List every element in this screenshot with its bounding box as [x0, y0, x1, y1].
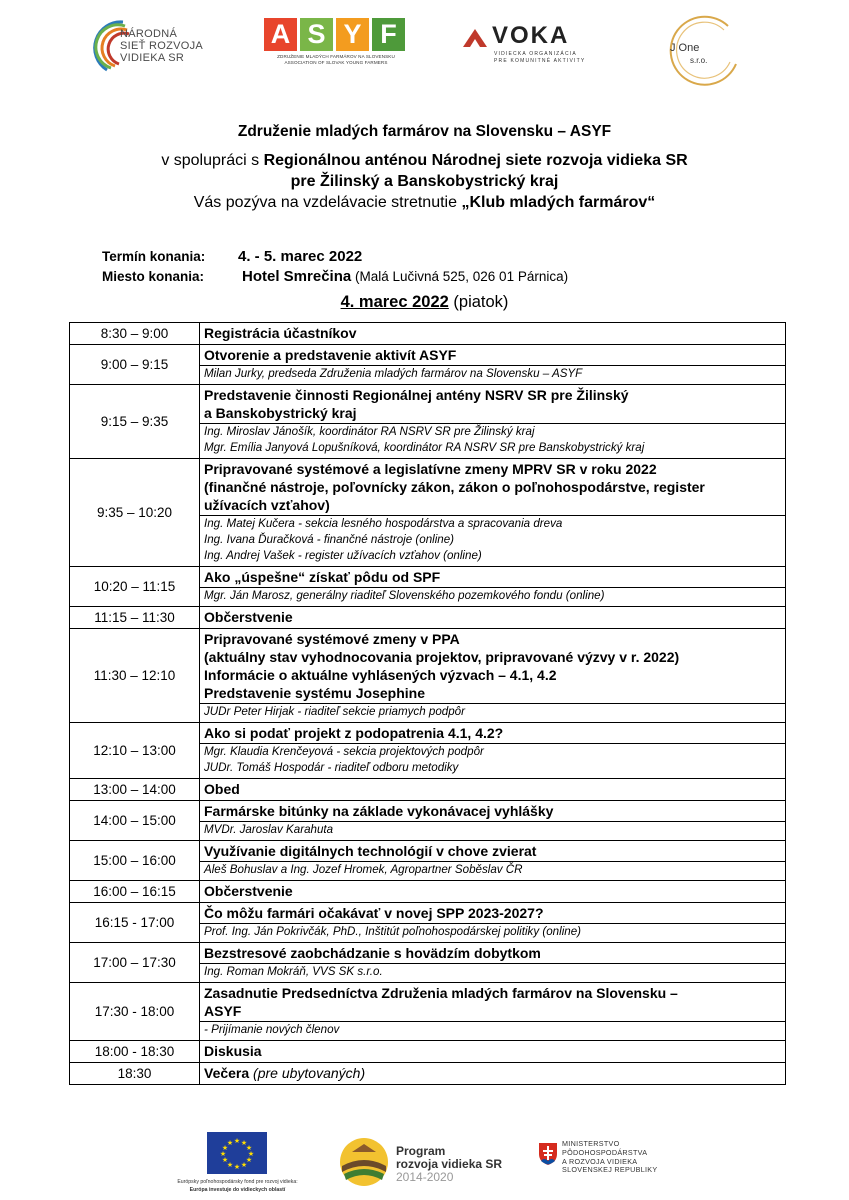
agenda-topic-line — [204, 666, 781, 684]
agenda-row — [70, 323, 786, 345]
svg-text:★: ★ — [221, 1144, 229, 1152]
agenda-content — [200, 385, 786, 459]
eu-caption: Európa investuje do vidieckych oblastí — [189, 1187, 286, 1193]
agenda-row — [70, 801, 786, 841]
prv-years: 2014-2020 — [396, 1170, 454, 1184]
svg-text:★: ★ — [226, 1139, 234, 1147]
agenda-row — [70, 607, 786, 629]
jone-sub: s.r.o. — [690, 56, 708, 65]
voka-roof-icon — [462, 26, 488, 48]
agenda-time: 16:15 - 17:00 — [70, 903, 200, 943]
nsrv-line: VIDIEKA SR — [120, 52, 185, 64]
ministry-line: MINISTERSTVO — [562, 1139, 620, 1148]
agenda-row — [70, 567, 786, 607]
agenda-speakers — [200, 861, 785, 878]
agenda-topic-line — [204, 842, 781, 860]
eu-flag-icon — [207, 1132, 267, 1174]
agenda-content — [200, 607, 786, 629]
agenda-time: 12:10 – 13:00 — [70, 723, 200, 779]
agenda-speaker: Mgr. Emília Janyová Lopušníková, koordinátor RA NSRV SR pre Banskobystrický kraj — [204, 441, 645, 454]
place-label: Miesto konania: — [102, 269, 205, 284]
invitation-text — [0, 150, 849, 213]
nsrv-line: SIEŤ ROZVOJA — [120, 40, 204, 52]
voka-name: VOKA — [492, 22, 570, 49]
prv-logo — [338, 1136, 528, 1196]
header-logos — [0, 12, 849, 92]
date-value: 4. - 5. marec 2022 — [238, 248, 363, 265]
agenda-topic-line — [204, 478, 781, 496]
agenda-speakers — [200, 365, 785, 382]
agenda-time: 10:20 – 11:15 — [70, 567, 200, 607]
agenda-topic-text: užívacích vzťahov) — [204, 497, 330, 513]
agenda-speakers — [200, 703, 785, 720]
agenda-row — [70, 345, 786, 385]
agenda-topic — [204, 324, 781, 342]
eu-logo — [150, 1132, 325, 1200]
agenda-topic-text: a Banskobystrický kraj — [204, 405, 357, 421]
event-date-row — [102, 248, 362, 265]
slovak-coat-of-arms-icon — [538, 1142, 558, 1166]
agenda-speakers — [200, 423, 785, 456]
agenda-topic-line — [204, 684, 781, 702]
place-address: (Malá Lučivná 525, 026 01 Párnica) — [351, 269, 569, 284]
day-name: (piatok) — [448, 293, 509, 311]
agenda-topic-line — [204, 1042, 781, 1060]
agenda-topic — [204, 780, 781, 798]
svg-text:★: ★ — [240, 1161, 248, 1169]
agenda-topic-text: Obed — [204, 781, 240, 797]
nsrv-logo — [93, 14, 228, 84]
day-heading — [0, 293, 849, 312]
agenda-topic-text: Bezstresové zaobchádzanie s hovädzím dobytkom — [204, 945, 541, 961]
agenda-time: 11:30 – 12:10 — [70, 629, 200, 723]
agenda-topic — [204, 346, 781, 364]
agenda-time: 8:30 – 9:00 — [70, 323, 200, 345]
agenda-topic-line — [204, 496, 781, 514]
agenda-topic-line — [204, 324, 781, 342]
invitation-line-1 — [0, 150, 849, 171]
agenda-topic-line — [204, 568, 781, 586]
agenda-topic-line — [204, 608, 781, 626]
agenda-speaker: JUDr. Tomáš Hospodár - riaditeľ odboru metodiky — [204, 761, 459, 774]
agenda-content — [200, 779, 786, 801]
voka-subtitle: VIDIECKA ORGANIZÁCIA — [494, 51, 577, 57]
svg-text:★: ★ — [240, 1139, 248, 1147]
agenda-time: 13:00 – 14:00 — [70, 779, 200, 801]
agenda-topic-text: Registrácia účastníkov — [204, 325, 357, 341]
agenda-topic-line — [204, 460, 781, 478]
agenda-topic-text: Pripravované systémové a legislatívne zmeny MPRV SR v roku 2022 — [204, 461, 657, 477]
agenda-speaker: JUDr Peter Hirjak - riaditeľ sekcie priamych podpôr — [204, 705, 465, 718]
agenda-time: 17:00 – 17:30 — [70, 943, 200, 983]
jone-name: J One — [670, 42, 700, 54]
agenda-time: 18:00 - 18:30 — [70, 1041, 200, 1063]
agenda-topic — [204, 842, 781, 860]
agenda-speaker: Ing. Andrej Vašek - register užívacích vzťahov (online) — [204, 549, 482, 562]
agenda-content — [200, 323, 786, 345]
agenda-content — [200, 1041, 786, 1063]
agenda-topic-text: ASYF — [204, 1003, 242, 1019]
svg-text:★: ★ — [226, 1161, 234, 1169]
prv-line: rozvoja vidieka SR — [396, 1157, 503, 1171]
svg-text:★: ★ — [247, 1150, 255, 1158]
agenda-topic — [204, 904, 781, 922]
agenda-row — [70, 779, 786, 801]
voka-logo — [462, 22, 602, 72]
agenda-speaker: Milan Jurky, predseda Združenia mladých farmárov na Slovensku – ASYF — [204, 367, 583, 380]
agenda-topic-text: Predstavenie systému Josephine — [204, 685, 425, 701]
page-title: Združenie mladých farmárov na Slovensku – ASYF — [237, 123, 612, 140]
agenda-topic-line — [204, 724, 781, 742]
agenda-topic — [204, 460, 781, 514]
agenda-content — [200, 903, 786, 943]
agenda-content — [200, 459, 786, 567]
invitation-line-3 — [0, 192, 849, 213]
agenda-speaker: Ing. Miroslav Jánošík, koordinátor RA NSRV SR pre Žilinský kraj — [204, 425, 535, 438]
agenda-topic-line — [204, 404, 781, 422]
agenda-row — [70, 723, 786, 779]
agenda-topic-line — [204, 944, 781, 962]
date-label: Termín konania: — [102, 249, 206, 264]
nsrv-line: NÁRODNÁ — [120, 28, 178, 40]
day-date: 4. marec 2022 — [340, 293, 449, 311]
agenda-speaker: Mgr. Klaudia Krenčeyová - sekcia projektových podpôr — [204, 745, 484, 758]
agenda-speakers — [200, 743, 785, 776]
agenda-topic-line — [204, 984, 781, 1002]
eu-caption: Európsky poľnohospodársky fond pre rozvoj vidieka: — [177, 1179, 298, 1185]
agenda-topic-line — [204, 386, 781, 404]
agenda-topic-text: Predstavenie činnosti Regionálnej antény NSRV SR pre Žilinský — [204, 387, 629, 403]
agenda-topic — [204, 608, 781, 626]
agenda-topic-text: Občerstvenie — [204, 609, 293, 625]
agenda-speaker: Ing. Ivana Ďuračková - finančné nástroje (online) — [204, 533, 455, 546]
ministry-line: SLOVENSKEJ REPUBLIKY — [562, 1165, 658, 1175]
agenda-topic-text: Večera — [204, 1065, 250, 1081]
invitation-prefix: v spolupráci s — [161, 152, 264, 169]
agenda-table — [69, 322, 786, 1085]
agenda-speakers — [200, 821, 785, 838]
agenda-topic-text: Otvorenie a predstavenie aktivít ASYF — [204, 347, 457, 363]
agenda-topic — [204, 568, 781, 586]
ministry-line: PÔDOHOSPODÁRSTVA — [562, 1147, 648, 1157]
ministry-line: A ROZVOJA VIDIEKA — [562, 1156, 638, 1166]
agenda-speaker: Aleš Bohuslav a Ing. Jozef Hromek, Agropartner Soběslav ČR — [204, 863, 523, 876]
agenda-topic-text: Ako si podať projekt z podopatrenia 4.1, 4.2? — [204, 725, 504, 741]
region-name: pre Žilinský a Banskobystrický kraj — [290, 173, 559, 190]
agenda-speaker: MVDr. Jaroslav Karahuta — [204, 823, 334, 836]
agenda-content — [200, 841, 786, 881]
agenda-row — [70, 1041, 786, 1063]
agenda-topic-text: Čo môžu farmári očakávať v novej SPP 2023-2027? — [204, 905, 544, 921]
prv-line: Program — [396, 1144, 446, 1158]
svg-text:★: ★ — [245, 1144, 253, 1152]
svg-text:★: ★ — [245, 1156, 253, 1164]
agenda-topic-line — [204, 1002, 781, 1020]
agenda-row — [70, 903, 786, 943]
agenda-time: 9:35 – 10:20 — [70, 459, 200, 567]
agenda-row — [70, 983, 786, 1041]
eu-stars-icon — [207, 1132, 267, 1174]
agenda-topic-line — [204, 648, 781, 666]
agenda-topic-text: Ako „úspešne“ získať pôdu od SPF — [204, 569, 441, 585]
agenda-speaker: Ing. Matej Kučera - sekcia lesného hospodárstva a spracovania dreva — [204, 517, 563, 530]
agenda-time: 17:30 - 18:00 — [70, 983, 200, 1041]
agenda-topic-text: Zasadnutie Predsedníctva Združenia mladých farmárov na Slovensku – — [204, 985, 678, 1001]
agenda-topic-line — [204, 346, 781, 364]
asyf-subtitle: ZDRUŽENIE MLADÝCH FARMÁROV NA SLOVENSKU — [277, 54, 395, 59]
agenda-row — [70, 1063, 786, 1085]
place-value: Hotel Smrečina — [242, 268, 352, 285]
asyf-subtitle: ASSOCIATION OF SLOVAK YOUNG FARMERS — [284, 60, 388, 65]
agenda-topic-note: (pre ubytovaných) — [249, 1065, 366, 1081]
asyf-letter: A — [264, 18, 297, 51]
agenda-speaker: - Prijímanie nových členov — [204, 1023, 340, 1036]
agenda-time: 9:00 – 9:15 — [70, 345, 200, 385]
agenda-topic-line — [204, 630, 781, 648]
agenda-topic — [204, 386, 781, 422]
svg-text:★: ★ — [221, 1156, 229, 1164]
agenda-row — [70, 385, 786, 459]
asyf-logo — [262, 18, 410, 76]
agenda-speaker: Mgr. Ján Marosz, generálny riaditeľ Slovenského pozemkového fondu (online) — [204, 589, 605, 602]
agenda-body — [70, 323, 786, 1085]
agenda-topic-text: Občerstvenie — [204, 883, 293, 899]
agenda-content — [200, 801, 786, 841]
agenda-topic-line — [204, 802, 781, 820]
agenda-topic — [204, 984, 781, 1020]
svg-text:★: ★ — [233, 1163, 241, 1171]
event-place-row — [102, 268, 568, 285]
agenda-topic-text: (aktuálny stav vyhodnocovania projektov, pripravované výzvy v r. 2022) — [204, 649, 680, 665]
organizer-name: Regionálnou anténou Národnej siete rozvoja vidieka SR — [263, 152, 688, 169]
agenda-content — [200, 567, 786, 607]
invitation-line-2 — [0, 171, 849, 192]
agenda-time: 18:30 — [70, 1063, 200, 1085]
asyf-letter: S — [300, 18, 333, 51]
agenda-speakers — [200, 587, 785, 604]
agenda-topic — [204, 802, 781, 820]
event-name: „Klub mladých farmárov“ — [461, 194, 656, 211]
svg-text:★: ★ — [219, 1150, 227, 1158]
agenda-topic — [204, 724, 781, 742]
agenda-speaker: Ing. Roman Mokráň, VVS SK s.r.o. — [204, 965, 383, 978]
agenda-time: 14:00 – 15:00 — [70, 801, 200, 841]
prv-emblem-icon — [338, 1136, 390, 1188]
agenda-row — [70, 943, 786, 983]
agenda-topic — [204, 882, 781, 900]
agenda-content — [200, 629, 786, 723]
agenda-time: 16:00 – 16:15 — [70, 881, 200, 903]
agenda-topic — [204, 630, 781, 702]
agenda-topic-line — [204, 882, 781, 900]
agenda-topic-text: (finančné nástroje, poľovnícky zákon, zákon o poľnohospodárstve, register — [204, 479, 705, 495]
agenda-row — [70, 841, 786, 881]
jone-logo — [666, 12, 746, 92]
footer-logos — [0, 1132, 849, 1200]
asyf-letter: F — [372, 18, 405, 51]
svg-text:★: ★ — [233, 1137, 241, 1145]
agenda-content — [200, 723, 786, 779]
agenda-topic — [204, 944, 781, 962]
agenda-topic-text: Využívanie digitálnych technológií v chove zvierat — [204, 843, 537, 859]
agenda-topic-line — [204, 780, 781, 798]
agenda-row — [70, 459, 786, 567]
agenda-topic-text: Farmárske bitúnky na základe vykonávacej vyhlášky — [204, 803, 554, 819]
agenda-content — [200, 943, 786, 983]
agenda-row — [70, 629, 786, 723]
agenda-speakers — [200, 963, 785, 980]
agenda-speaker: Prof. Ing. Ján Pokrivčák, PhD., Inštitút poľnohospodárskej politiky (online) — [204, 925, 582, 938]
agenda-content — [200, 1063, 786, 1085]
agenda-row — [70, 881, 786, 903]
agenda-speakers — [200, 515, 785, 564]
agenda-topic-line — [204, 1064, 781, 1082]
agenda-content — [200, 345, 786, 385]
asyf-letter: Y — [336, 18, 369, 51]
agenda-topic — [204, 1064, 781, 1082]
voka-subtitle: PRE KOMUNITNÉ AKTIVITY — [494, 58, 586, 64]
agenda-topic-text: Informácie o aktuálne vyhlásených výzvach – 4.1, 4.2 — [204, 667, 557, 683]
agenda-topic — [204, 1042, 781, 1060]
agenda-time: 9:15 – 9:35 — [70, 385, 200, 459]
agenda-content — [200, 881, 786, 903]
agenda-time: 15:00 – 16:00 — [70, 841, 200, 881]
agenda-speakers — [200, 923, 785, 940]
agenda-content — [200, 983, 786, 1041]
agenda-time: 11:15 – 11:30 — [70, 607, 200, 629]
agenda-topic-text: Pripravované systémové zmeny v PPA — [204, 631, 460, 647]
agenda-topic-line — [204, 904, 781, 922]
invitation-prefix: Vás pozýva na vzdelávacie stretnutie — [193, 194, 462, 211]
ministry-logo — [538, 1140, 668, 1194]
agenda-topic-text: Diskusia — [204, 1043, 262, 1059]
agenda-speakers — [200, 1021, 785, 1038]
